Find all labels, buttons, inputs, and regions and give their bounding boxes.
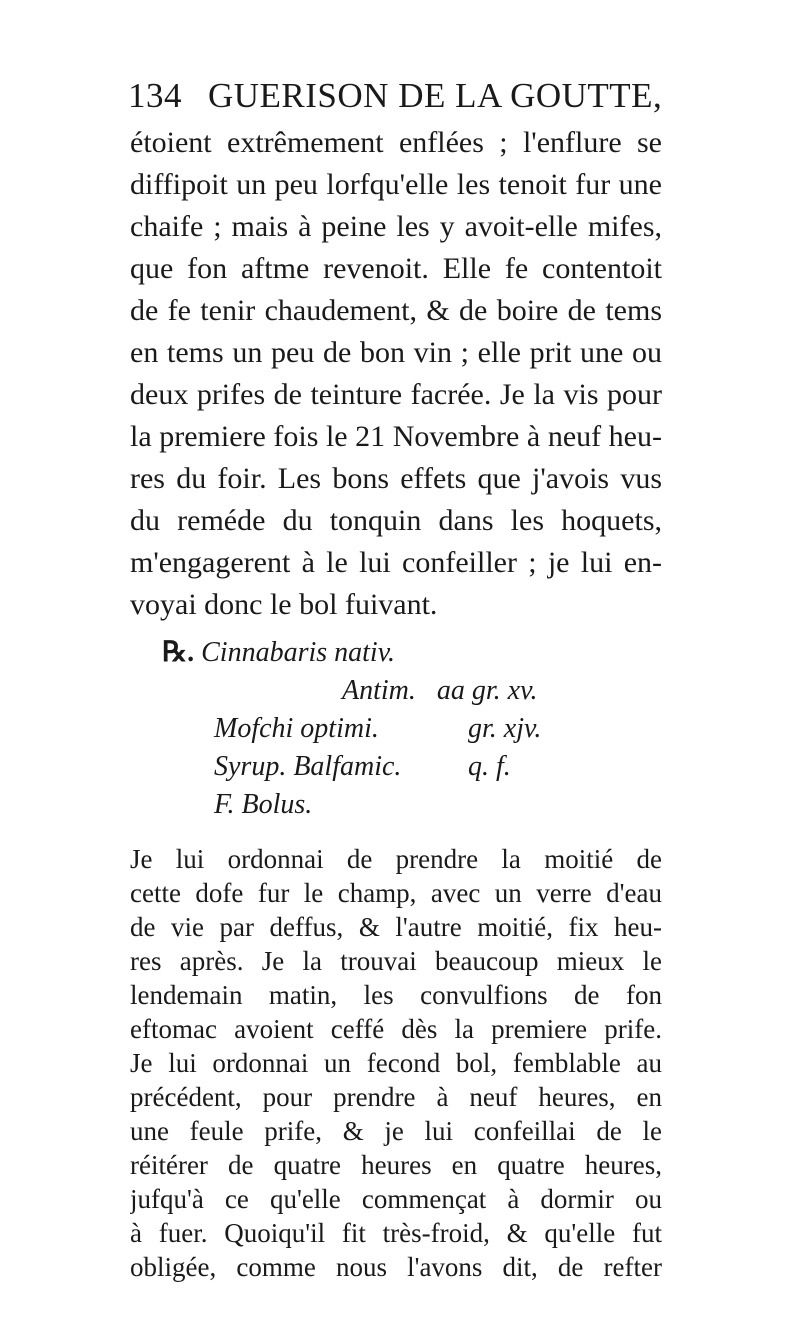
text-line: jufqu'à ce qu'elle commençat à dormir ou: [130, 1184, 662, 1214]
running-title: GUERISON DE LA GOUTTE,: [208, 76, 663, 115]
instruction: F. Bolus.: [214, 789, 313, 820]
text-line: étoient extrêmement enflées ; l'enflure se: [130, 126, 662, 159]
dose: gr. xjv.: [468, 713, 542, 744]
text-line: réitérer de quatre heures en quatre heures,: [130, 1150, 662, 1180]
prescription-line: [342, 672, 537, 710]
text-line: Je lui ordonnai un fecond bol, femblable au: [130, 1048, 662, 1078]
text-line: eftomac avoient ceffé dès la premiere prife.: [130, 1014, 662, 1044]
text-line: à fuer. Quoiqu'il fit très-froid, & qu'elle fut: [130, 1218, 662, 1248]
text-line: Je lui ordonnai de prendre la moitié de: [130, 844, 662, 874]
ingredient: Mofchi optimi.: [214, 713, 379, 744]
ingredient: Antim.: [342, 675, 416, 706]
text-line: diffipoit un peu lorfqu'elle les tenoit fur une: [130, 168, 662, 201]
text-line: deux prifes de teinture facrée. Je la vis pour: [130, 378, 662, 411]
dose: aa gr. xv.: [436, 675, 538, 706]
recipe-symbol: ℞.: [162, 637, 195, 668]
ingredient: Syrup. Balfamic.: [214, 751, 402, 782]
text-line: cette dofe fur le champ, avec un verre d'eau: [130, 878, 662, 908]
text-line: res du foir. Les bons effets que j'avois vus: [130, 462, 662, 495]
ingredient: Cinnabaris nativ.: [201, 637, 396, 668]
text-line: obligée, comme nous l'avons dit, de refter: [130, 1252, 662, 1282]
page-number: 134: [128, 76, 182, 115]
text-line: une feule prife, & je lui confeillai de le: [130, 1116, 662, 1146]
text-line: m'engagerent à le lui confeiller ; je lui en-: [130, 546, 662, 579]
text-line: précédent, pour prendre à neuf heures, en: [130, 1082, 662, 1112]
dose: q. f.: [468, 751, 511, 782]
text-line: du reméde du tonquin dans les hoquets,: [130, 504, 662, 537]
text-line: chaife ; mais à peine les y avoit-elle mifes,: [130, 210, 662, 243]
text-line: de fe tenir chaudement, & de boire de tems: [130, 294, 662, 327]
running-header: [128, 74, 663, 118]
text-line: voyai donc le bol fuivant.: [130, 588, 438, 621]
prescription-line: [162, 634, 395, 672]
text-line: res après. Je la trouvai beaucoup mieux le: [130, 946, 662, 976]
text-line: lendemain matin, les convulfions de fon: [130, 980, 662, 1010]
text-line: la premiere fois le 21 Novembre à neuf heu-: [130, 420, 662, 453]
text-line: que fon aftme revenoit. Elle fe contentoit: [130, 252, 662, 285]
text-line: de vie par deffus, & l'autre moitié, fix heu-: [130, 912, 662, 942]
text-line: en tems un peu de bon vin ; elle prit une ou: [130, 336, 662, 369]
